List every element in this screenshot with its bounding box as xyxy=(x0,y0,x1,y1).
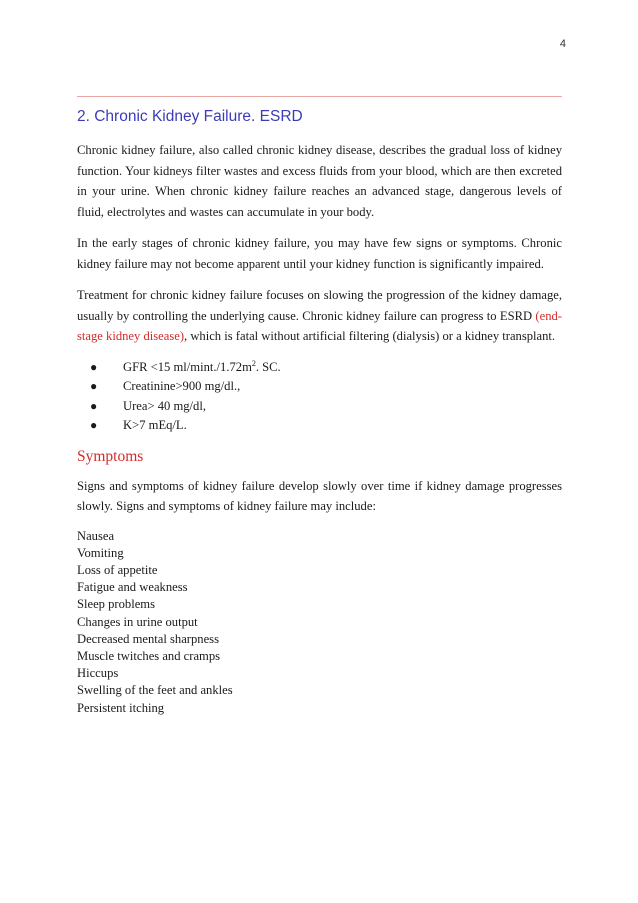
page-number: 4 xyxy=(559,38,566,50)
symptoms-heading: Symptoms xyxy=(77,447,144,465)
symptom-item: Fatigue and weakness xyxy=(77,580,188,595)
section-heading: 2. Chronic Kidney Failure. ESRD xyxy=(77,108,303,125)
symptom-item: Changes in urine output xyxy=(77,614,198,629)
symptom-item: Hiccups xyxy=(77,666,119,681)
bullet-icon: ● xyxy=(90,379,98,393)
treatment-text-end: , which is fatal without artificial filtering (dialysis) or a kidney transplant. xyxy=(184,329,556,343)
symptoms-list xyxy=(77,528,562,717)
esrd-criteria-list xyxy=(77,358,562,436)
criteria-item: ● GFR <15 $ml/\min t./1.72m^2$. SC. xyxy=(90,358,562,378)
criteria-item: ● Creatinine>900 mg/dl., xyxy=(90,377,562,397)
paragraph-early-stages: In the early stages of chronic kidney failure, you may have few signs or symptoms. Chronic kidney failure may not become apparent until your kidney function is significantly impaired. xyxy=(77,236,562,271)
symptoms-intro: Signs and symptoms of kidney failure develop slowly over time if kidney damage progresses slowly. Signs and symptoms of kidney failure may include: xyxy=(77,478,562,513)
bullet-icon: ● xyxy=(90,398,98,413)
paragraph-treatment xyxy=(77,285,562,347)
paragraph-definition: Chronic kidney failure, also called chronic kidney disease, describes the gradual loss of kidney function. Your kidneys filter wastes and excess fluids from your blood, which are then excreted in your urine. When chronic kidney failure reaches an advanced stage, dangerous levels of fluid, electrolytes and wastes can accumulate in your body. xyxy=(77,143,562,219)
symptom-item: Sleep problems xyxy=(77,597,155,612)
symptom-item: Loss of appetite xyxy=(77,562,158,577)
document-body xyxy=(77,108,562,717)
symptom-item: Swelling of the feet and ankles xyxy=(77,683,233,698)
symptom-item: Vomiting xyxy=(77,545,124,560)
treatment-text: Treatment for chronic kidney failure focuses on slowing the progression of the kidney damage, usually by controlling the underlying cause. Chronic kidney failure can progress to ESRD xyxy=(77,288,562,323)
symptom-item: Persistent itching xyxy=(77,700,165,715)
bullet-icon: ● xyxy=(90,359,98,374)
symptom-item: Muscle twitches and cramps xyxy=(77,648,221,663)
symptom-item: Decreased mental sharpness xyxy=(77,631,219,646)
criteria-item: ● Urea> 40 mg/dl, xyxy=(90,397,562,417)
symptom-item: Nausea xyxy=(77,528,115,543)
esrd-definition-highlight: (end-stage kidney disease) xyxy=(77,308,562,343)
header-divider xyxy=(77,96,562,97)
bullet-icon: ● xyxy=(90,418,98,432)
criteria-item: ● K>7 mEq/L. xyxy=(90,416,562,436)
